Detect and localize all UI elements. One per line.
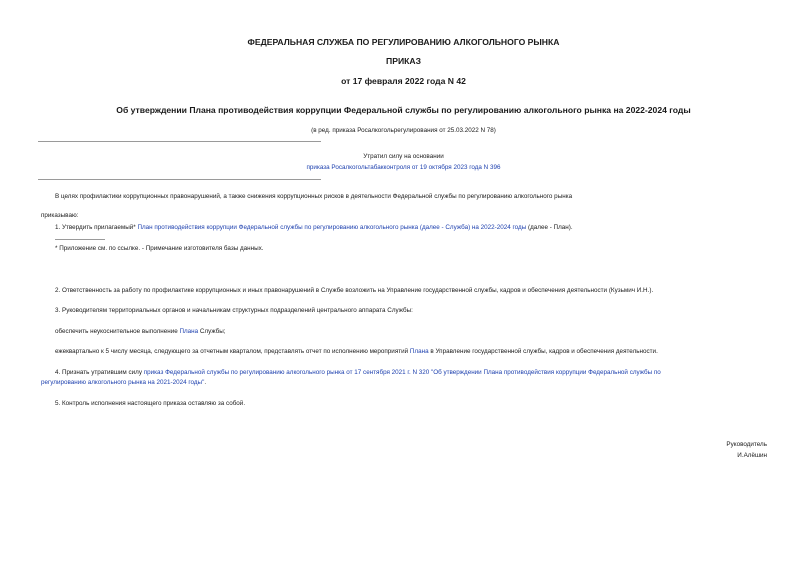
repealed-order-link[interactable]: приказ Федеральной службы по регулированию алкогольного рынка от 17 сентября 2021 г. N 320 "Об утверждении Плана противодействия коррупции Федеральной службы по <box>143 369 661 376</box>
plan-link-3b[interactable]: Плана <box>409 348 429 355</box>
signature-name: И.Алёшин <box>737 452 767 459</box>
item-3: 3. Руководителям территориальных органов и начальникам структурных подразделений центрального аппарата Службы: <box>55 307 413 314</box>
footnote: * Приложение см. по ссылке. - Примечание изготовителя базы данных. <box>55 245 264 252</box>
divider-bottom <box>38 179 321 180</box>
plan-link[interactable]: План противодействия коррупции Федеральной службы по регулированию алкогольного рынка (далее - Служба) на 2022-2024 годы <box>137 224 527 231</box>
item-3a-prefix: обеспечить неукоснительное выполнение <box>55 328 178 335</box>
lost-force-link[interactable]: приказа Росалкогольтабакконтроля от 19 октября 2023 года N 396 <box>306 164 501 171</box>
item-4-suffix: . <box>204 379 207 386</box>
footnote-divider <box>55 239 105 240</box>
item-2: 2. Ответственность за работу по профилактике коррупционных и иных правонарушений в Службе возложить на Управление государственной службы, кадров и обеспечения деятельности (Кузьмич И.Н.). <box>55 287 654 294</box>
item-1 <box>55 224 573 231</box>
item-4-line1 <box>55 369 661 376</box>
item-5: 5. Контроль исполнения настоящего приказа оставляю за собой. <box>55 400 246 407</box>
item-3a <box>55 328 226 335</box>
preamble: В целях профилактики коррупционных правонарушений, а также снижения коррупционных рисков в деятельности Федеральной службы по регулированию алкогольного рынка <box>55 193 573 200</box>
revision-note: (в ред. приказа Росалкогольрегулирования от 25.03.2022 N 78) <box>311 127 496 134</box>
repealed-order-link-cont[interactable]: регулированию алкогольного рынка на 2021-2024 годы" <box>41 379 205 386</box>
document-type: ПРИКАЗ <box>386 56 421 66</box>
item-4-line2 <box>41 379 206 386</box>
signature-position: Руководитель <box>726 441 767 448</box>
item-3b-prefix: ежеквартально к 5 числу месяца, следующего за отчетным кварталом, представлять отчет по исполнению мероприятий <box>55 348 409 355</box>
divider-top <box>38 141 321 142</box>
document-date-number: от 17 февраля 2022 года N 42 <box>341 76 466 86</box>
item-3a-suffix: Службы; <box>199 328 226 335</box>
document-title: Об утверждении Плана противодействия коррупции Федеральной службы по регулированию алкогольного рынка на 2022-2024 годы <box>116 105 691 115</box>
agency-heading: ФЕДЕРАЛЬНАЯ СЛУЖБА ПО РЕГУЛИРОВАНИЮ АЛКОГОЛЬНОГО РЫНКА <box>247 37 560 47</box>
item-1-prefix: 1. Утвердить прилагаемый* <box>55 224 136 231</box>
item-4-prefix: 4. Признать утратившим силу <box>55 369 142 376</box>
item-1-suffix: (далее - План). <box>528 224 573 231</box>
item-3b-suffix: в Управление государственной службы, кадров и обеспечения деятельности. <box>430 348 658 355</box>
order-word: приказываю: <box>41 212 79 219</box>
lost-force-label: Утратил силу на основании <box>363 153 444 160</box>
plan-link-3a[interactable]: Плана <box>179 328 199 335</box>
item-3b <box>55 348 658 355</box>
